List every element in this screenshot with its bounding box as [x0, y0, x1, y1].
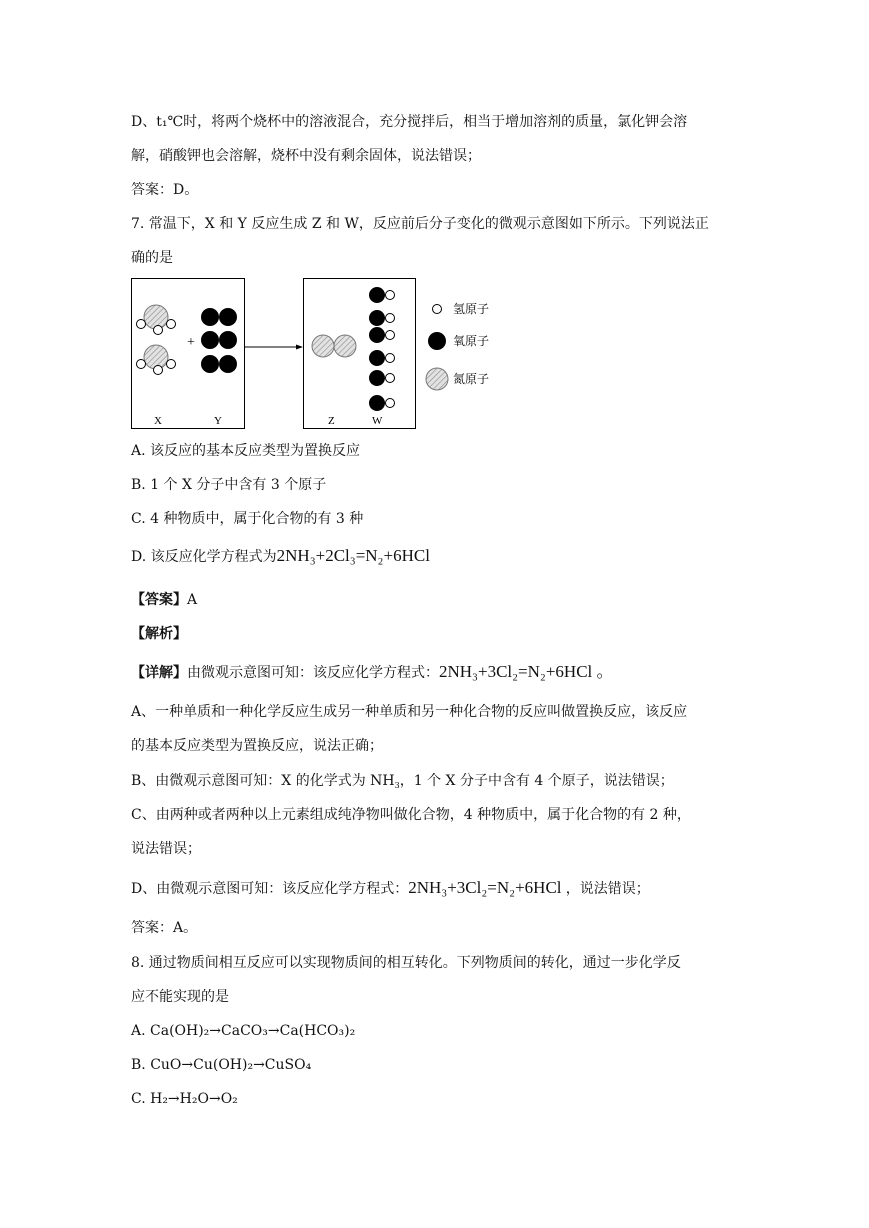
detail-text: 由微观示意图可知：该反应化学方程式： [187, 665, 439, 681]
reaction-diagram [131, 278, 511, 430]
label-w: W [372, 415, 383, 427]
label-x: X [154, 415, 162, 427]
option-d-equation: 2NH₃+2Cl₃=N₂+6HCl [276, 546, 430, 565]
d-explanation-pre: D、由微观示意图可知：该反应化学方程式： [131, 881, 409, 897]
prev-answer: 答案：D。 [131, 182, 199, 198]
question-8-line-1: 8. 通过物质间相互反应可以实现物质间的相互转化。下列物质间的转化，通过一步化学反 [131, 955, 681, 971]
answer-bracket: 【答案】 [131, 592, 187, 608]
b-explanation: B、由微观示意图可知：X 的化学式为 $NH_3$，1 个 X 分子中含有 4 个原子，说法错误； [131, 773, 674, 790]
option-b: B. 1 个 X 分子中含有 3 个原子 [131, 477, 327, 493]
option-a: A. 该反应的基本反应类型为置换反应 [131, 443, 361, 459]
legend-hydrogen-icon [433, 305, 442, 314]
legend [426, 302, 489, 390]
detail-equation: 2NH₃+3Cl₂=N₂+6HCl 。 [439, 662, 614, 681]
option-d [131, 546, 430, 567]
answer-a: 答案：A。 [131, 920, 198, 936]
d-explanation-post: ，说法错误； [565, 881, 650, 897]
d-explanation-equation: 2NH₃+3Cl₂=N₂+6HCl [408, 878, 566, 897]
answer-line [131, 590, 197, 610]
a-explanation-2: 的基本反应类型为置换反应，说法正确； [131, 738, 383, 754]
z-molecule [312, 335, 356, 357]
detail-line [131, 662, 614, 683]
c-explanation-1: C、由两种或者两种以上元素组成纯净物叫做化合物，4 种物质中，属于化合物的有 2 种， [131, 807, 691, 823]
label-y: Y [214, 415, 222, 427]
q8-option-c: C. H₂→H₂O→O₂ [131, 1091, 238, 1107]
c-explanation-2: 说法错误； [131, 841, 201, 857]
legend-oxygen-icon [428, 332, 446, 350]
y-molecules [201, 308, 237, 373]
legend-oxygen-label: 氧原子 [453, 334, 490, 348]
option-d-prefix: D. 该反应化学方程式为 [131, 549, 277, 565]
d-explanation [131, 878, 650, 899]
x-molecule-1 [137, 305, 176, 335]
legend-nitrogen-label: 氮原子 [453, 372, 490, 386]
question-7-line-1: 7. 常温下，X 和 Y 反应生成 Z 和 W，反应前后分子变化的微观示意图如下所示。下列说法正 [131, 216, 709, 232]
analysis-label: 【解析】 [131, 626, 187, 642]
b-explanation-post: ，1 个 X 分子中含有 4 个原子，说法错误； [399, 773, 674, 789]
prev-d-line-1: D、t₁℃时，将两个烧杯中的溶液混合，充分搅拌后，相当于增加溶剂的质量，氯化钾会溶 [131, 114, 688, 130]
analysis-heading [131, 624, 187, 644]
q8-option-b: B. CuO→Cu(OH)₂→CuSO₄ [131, 1057, 312, 1073]
a-explanation-1: A、一种单质和一种化学反应生成另一种单质和另一种化合物的反应叫做置换反应，该反应 [131, 704, 688, 720]
detail-bracket: 【详解】 [131, 665, 187, 681]
legend-hydrogen-label: 氢原子 [453, 302, 490, 316]
option-c: C. 4 种物质中，属于化合物的有 3 种 [131, 511, 364, 527]
question-8-line-2: 应不能实现的是 [131, 989, 229, 1005]
plus-sign: + [187, 335, 195, 350]
answer-value: A [187, 592, 198, 608]
legend-nitrogen-icon [426, 368, 448, 390]
x-molecule-2 [137, 345, 176, 375]
w-molecules [369, 287, 395, 411]
prev-d-line-2: 解，硝酸钾也会溶解，烧杯中没有剩余固体，说法错误； [131, 148, 481, 164]
label-z: Z [328, 415, 335, 427]
b-explanation-pre: B、由微观示意图可知：X 的化学式为 NH [131, 773, 395, 789]
q8-option-a: A. Ca(OH)₂→CaCO₃→Ca(HCO₃)₂ [131, 1023, 356, 1039]
question-7-line-2: 确的是 [131, 250, 173, 266]
